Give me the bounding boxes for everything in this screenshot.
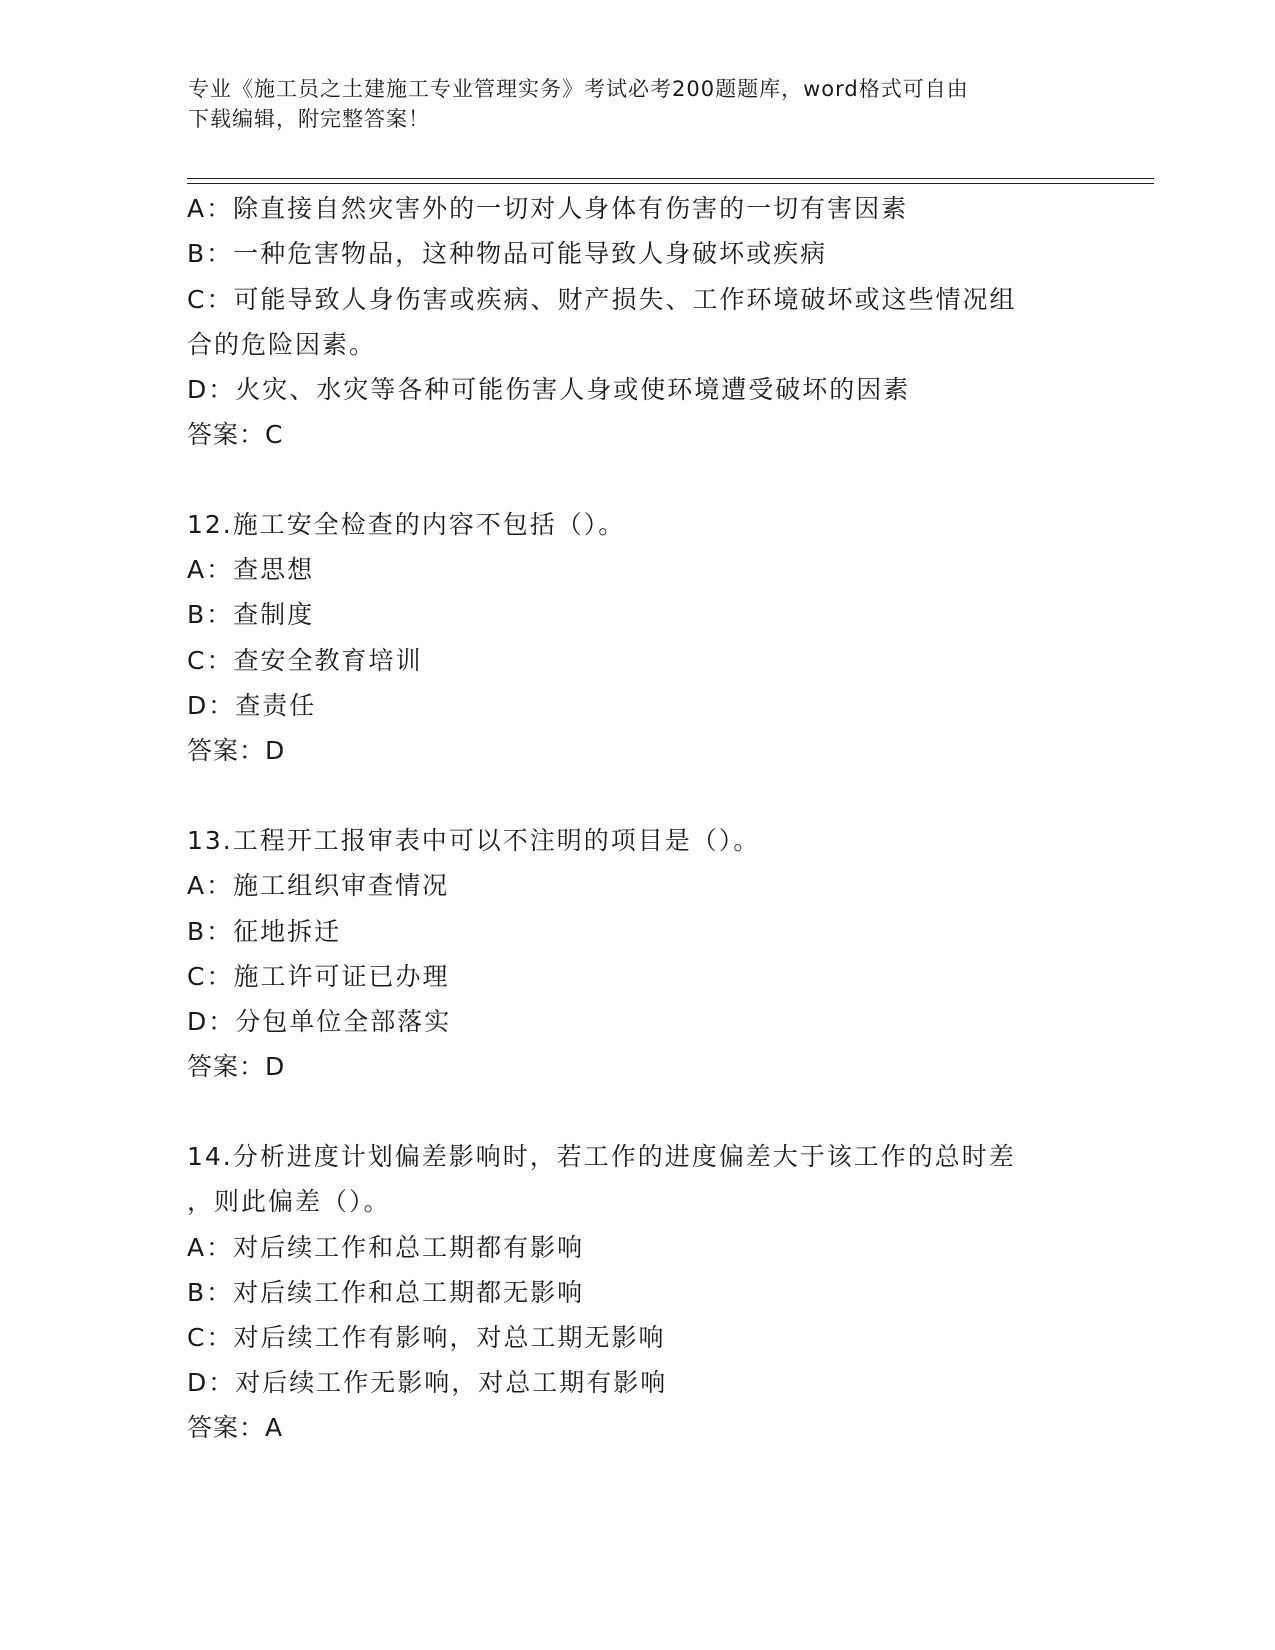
option-c: C：可能导致人身伤害或疾病、财产损失、工作环境破坏或这些情况组 — [187, 285, 1017, 314]
answer: 答案：A — [187, 1413, 284, 1442]
question-text: 12.施工安全检查的内容不包括（）。 — [187, 510, 626, 539]
question-text: 14.分析进度计划偏差影响时，若工作的进度偏差大于该工作的总时差 — [187, 1142, 1016, 1171]
header-divider-top — [187, 178, 1154, 179]
option-c: C：对后续工作有影响，对总工期无影响 — [187, 1323, 666, 1352]
header-line-1: 专业《施工员之土建施工专业管理实务》考试必考200题题库，word格式可自由 — [188, 77, 969, 101]
option-d: D：火灾、水灾等各种可能伤害人身或使环境遭受破坏的因素 — [187, 375, 911, 404]
option-b: B：查制度 — [187, 600, 315, 629]
question-text-continued: ，则此偏差（）。 — [187, 1187, 391, 1216]
option-c: C：查安全教育培训 — [187, 646, 423, 675]
option-c: C：施工许可证已办理 — [187, 962, 450, 991]
option-b: B：一种危害物品，这种物品可能导致人身破坏或疾病 — [187, 239, 828, 268]
option-a: A：除直接自然灾害外的一切对人身体有伤害的一切有害因素 — [187, 194, 909, 223]
header-divider-bottom — [187, 183, 1154, 184]
answer: 答案：D — [187, 736, 286, 765]
option-d: D：查责任 — [187, 691, 317, 720]
option-b: B：征地拆迁 — [187, 917, 342, 946]
option-b: B：对后续工作和总工期都无影响 — [187, 1278, 585, 1307]
option-d: D：分包单位全部落实 — [187, 1007, 452, 1036]
header-line-2: 下载编辑，附完整答案！ — [188, 107, 430, 131]
option-d: D：对后续工作无影响，对总工期有影响 — [187, 1368, 668, 1397]
answer: 答案：D — [187, 1052, 286, 1081]
option-a: A：施工组织审查情况 — [187, 871, 450, 900]
answer: 答案：C — [187, 420, 284, 449]
option-a: A：查思想 — [187, 555, 315, 584]
question-text: 13.工程开工报审表中可以不注明的项目是（）。 — [187, 826, 761, 855]
option-c-continued: 合的危险因素。 — [187, 330, 377, 359]
document-header — [188, 74, 1088, 134]
option-a: A：对后续工作和总工期都有影响 — [187, 1233, 585, 1262]
